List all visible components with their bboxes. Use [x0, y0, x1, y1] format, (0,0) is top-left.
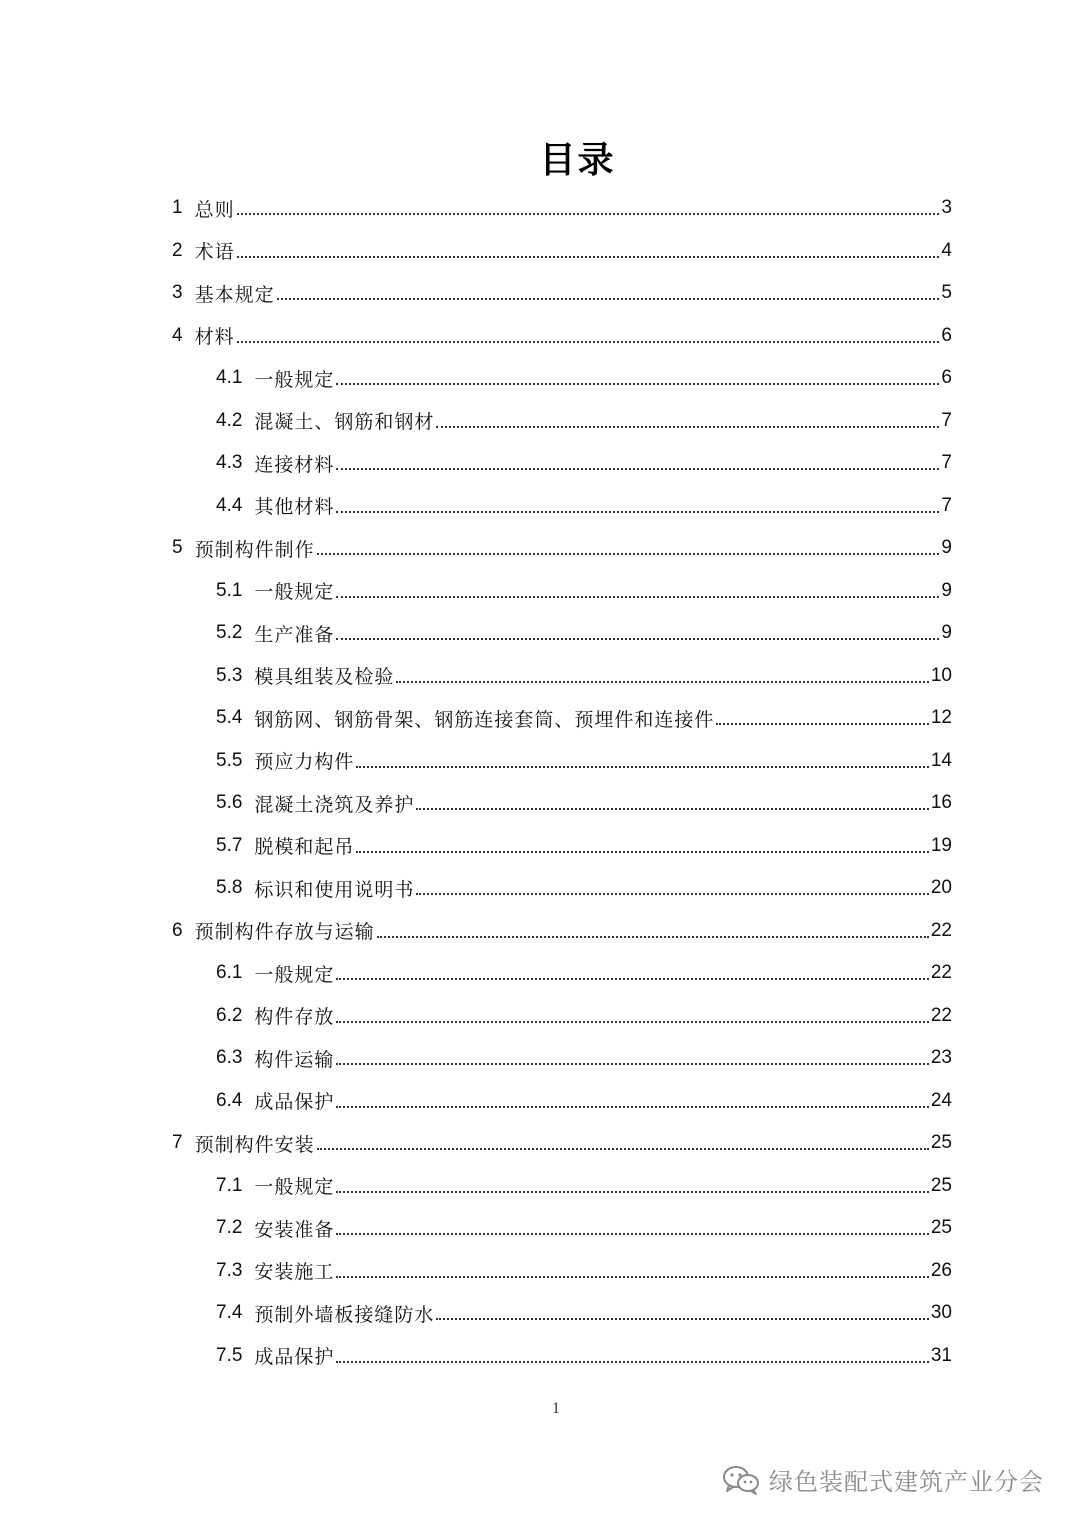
toc-entry-text: 标识和使用说明书	[254, 878, 415, 901]
toc-dot-leader	[277, 298, 940, 300]
toc-entry[interactable]	[0, 485, 952, 528]
toc-dot-leader	[336, 1063, 928, 1065]
toc-entry-number: 1	[172, 197, 183, 219]
page-title: 目录	[539, 140, 616, 181]
toc-entry-text: 一般规定	[254, 1176, 335, 1199]
toc-entry-number: 5	[172, 537, 183, 559]
toc-entry[interactable]	[0, 697, 952, 740]
toc-dot-leader	[336, 638, 939, 640]
toc-entry-number: 5.4	[216, 707, 243, 729]
toc-entry-number: 7.3	[216, 1259, 243, 1281]
toc-dot-leader	[336, 383, 939, 385]
toc-entry[interactable]	[0, 272, 952, 315]
toc-entry-page: 19	[930, 834, 952, 856]
toc-entry[interactable]	[0, 1207, 952, 1250]
toc-entry-page: 25	[930, 1132, 952, 1154]
toc-entry-number: 4	[172, 324, 183, 346]
toc-entry-page: 5	[941, 282, 952, 304]
toc-entry[interactable]	[0, 995, 952, 1038]
toc-entry-text: 基本规定	[194, 283, 275, 306]
toc-entry-number: 7.5	[216, 1344, 243, 1366]
toc-entry-number: 7	[172, 1132, 183, 1154]
toc-entry-text: 安装施工	[254, 1261, 335, 1284]
toc-entry-page: 30	[930, 1302, 952, 1324]
toc-entry[interactable]	[0, 825, 952, 868]
toc-entry[interactable]	[0, 952, 952, 995]
toc-entry-text: 一般规定	[254, 368, 335, 391]
toc-entry-text: 一般规定	[254, 963, 335, 986]
toc-entry[interactable]	[0, 442, 952, 485]
toc-entry-text: 其他材料	[254, 496, 335, 519]
toc-entry-number: 6.4	[216, 1089, 243, 1111]
toc-entry-number: 5.5	[216, 749, 243, 771]
toc-dot-leader	[336, 1191, 928, 1193]
toc-dot-leader	[416, 808, 928, 810]
toc-entry-number: 3	[172, 282, 183, 304]
toc-entry[interactable]	[0, 1080, 952, 1123]
toc-entry-number: 5.6	[216, 792, 243, 814]
toc-entry-text: 成品保护	[254, 1091, 335, 1114]
toc-entry-text: 一般规定	[254, 581, 335, 604]
toc-entry[interactable]	[0, 230, 952, 273]
toc-entry-text: 预制外墙板接缝防水	[254, 1303, 435, 1326]
toc-entry[interactable]	[0, 1292, 952, 1335]
toc-entry[interactable]	[0, 357, 952, 400]
toc-dot-leader	[336, 1106, 928, 1108]
toc-entry-page: 22	[930, 919, 952, 941]
toc-entry-text: 安装准备	[254, 1218, 335, 1241]
toc-dot-leader	[336, 511, 939, 513]
toc-dot-leader	[336, 1361, 928, 1363]
toc-dot-leader	[356, 766, 928, 768]
toc-dot-leader	[436, 1318, 928, 1320]
toc-dot-leader	[356, 851, 928, 853]
toc-entry-text: 混凝土浇筑及养护	[254, 793, 415, 816]
toc-dot-leader	[377, 936, 929, 938]
toc-entry-text: 总则	[194, 198, 235, 221]
toc-entry-text: 模具组装及检验	[254, 666, 395, 689]
toc-entry-page: 9	[941, 622, 952, 644]
toc-entry-page: 6	[941, 367, 952, 389]
toc-dot-leader	[716, 723, 928, 725]
toc-entry-page: 31	[930, 1344, 952, 1366]
toc-entry-text: 脱模和起吊	[254, 836, 355, 859]
toc-dot-leader	[237, 256, 940, 258]
toc-entry-text: 术语	[194, 241, 235, 264]
toc-entry-number: 4.2	[216, 409, 243, 431]
toc-dot-leader	[336, 978, 928, 980]
toc-entry-number: 5.2	[216, 622, 243, 644]
toc-entry[interactable]	[0, 1122, 952, 1165]
toc-entry-number: 6	[172, 919, 183, 941]
toc-entry-number: 5.3	[216, 664, 243, 686]
toc-entry-page: 12	[930, 707, 952, 729]
toc-entry-number: 6.2	[216, 1004, 243, 1026]
toc-entry-number: 5.1	[216, 579, 243, 601]
toc-entry-number: 6.3	[216, 1047, 243, 1069]
watermark-text: 绿色装配式建筑产业分会	[769, 1468, 1044, 1496]
toc-entry-number: 7.4	[216, 1302, 243, 1324]
toc-entry[interactable]	[0, 527, 952, 570]
toc-entry-page: 26	[930, 1259, 952, 1281]
toc-entry-text: 钢筋网、钢筋骨架、钢筋连接套筒、预埋件和连接件	[254, 708, 715, 731]
toc-entry[interactable]	[0, 400, 952, 443]
toc-entry-number: 4.3	[216, 452, 243, 474]
toc-dot-leader	[336, 596, 939, 598]
toc-dot-leader	[237, 341, 940, 343]
toc-entry[interactable]	[0, 782, 952, 825]
toc-entry[interactable]	[0, 315, 952, 358]
toc-entry[interactable]	[0, 1250, 952, 1293]
toc-entry-page: 22	[930, 1004, 952, 1026]
wechat-icon	[721, 1464, 761, 1496]
toc-entry-number: 4.4	[216, 494, 243, 516]
toc-entry-page: 16	[930, 792, 952, 814]
toc-entry-page: 25	[930, 1217, 952, 1239]
toc-entry-page: 6	[941, 324, 952, 346]
toc-dot-leader	[336, 1233, 928, 1235]
toc-entry-page: 9	[941, 579, 952, 601]
toc-entry-number: 6.1	[216, 962, 243, 984]
toc-dot-leader	[317, 553, 940, 555]
toc-entry[interactable]	[0, 187, 952, 230]
watermark	[721, 1462, 1044, 1497]
toc-entry-page: 9	[941, 537, 952, 559]
toc-dot-leader	[317, 1148, 929, 1150]
toc-entry-text: 构件存放	[254, 1006, 335, 1029]
toc-entry[interactable]	[0, 1037, 952, 1080]
toc-entry-page: 22	[930, 962, 952, 984]
toc-entry-page: 4	[941, 239, 952, 261]
toc-entry-text: 材料	[194, 326, 235, 349]
toc-entry-number: 7.2	[216, 1217, 243, 1239]
toc-entry-text: 生产准备	[254, 623, 335, 646]
toc-entry-number: 7.1	[216, 1174, 243, 1196]
toc-entry-text: 预应力构件	[254, 751, 355, 774]
toc-entry[interactable]	[0, 867, 952, 910]
page-number: 1	[552, 1400, 560, 1417]
toc-entry-text: 连接材料	[254, 453, 335, 476]
toc-entry-text: 预制构件存放与运输	[194, 921, 375, 944]
toc-entry-number: 2	[172, 239, 183, 261]
toc-entry-page: 3	[941, 197, 952, 219]
toc-dot-leader	[336, 468, 939, 470]
toc-entry-number: 4.1	[216, 367, 243, 389]
toc-entry-page: 23	[930, 1047, 952, 1069]
toc-entry-text: 预制构件安装	[194, 1133, 315, 1156]
toc-entry-number: 5.8	[216, 877, 243, 899]
toc-entry[interactable]	[0, 655, 952, 698]
toc-entry-page: 20	[930, 877, 952, 899]
toc-dot-leader	[237, 213, 940, 215]
toc-entry-page: 10	[930, 664, 952, 686]
toc-entry-text: 混凝土、钢筋和钢材	[254, 411, 435, 434]
toc-entry-page: 7	[941, 452, 952, 474]
toc-entry-text: 构件运输	[254, 1048, 335, 1071]
toc-entry-page: 7	[941, 409, 952, 431]
toc-dot-leader	[416, 893, 928, 895]
toc-dot-leader	[336, 1021, 928, 1023]
toc-entry-text: 成品保护	[254, 1346, 335, 1369]
toc-entry-page: 14	[930, 749, 952, 771]
toc-entry-page: 24	[930, 1089, 952, 1111]
toc-entry[interactable]	[0, 1165, 952, 1208]
toc-dot-leader	[436, 426, 939, 428]
toc-entry[interactable]	[0, 910, 952, 953]
toc-entry-page: 25	[930, 1174, 952, 1196]
toc-entry-text: 预制构件制作	[194, 538, 315, 561]
toc-entry-number: 5.7	[216, 834, 243, 856]
toc-entry[interactable]	[0, 612, 952, 655]
toc-entry[interactable]	[0, 740, 952, 783]
toc-entry[interactable]	[0, 1335, 952, 1378]
toc-list	[0, 187, 1080, 1377]
toc-entry-page: 7	[941, 494, 952, 516]
toc-entry[interactable]	[0, 570, 952, 613]
toc-dot-leader	[396, 681, 928, 683]
toc-dot-leader	[336, 1276, 928, 1278]
